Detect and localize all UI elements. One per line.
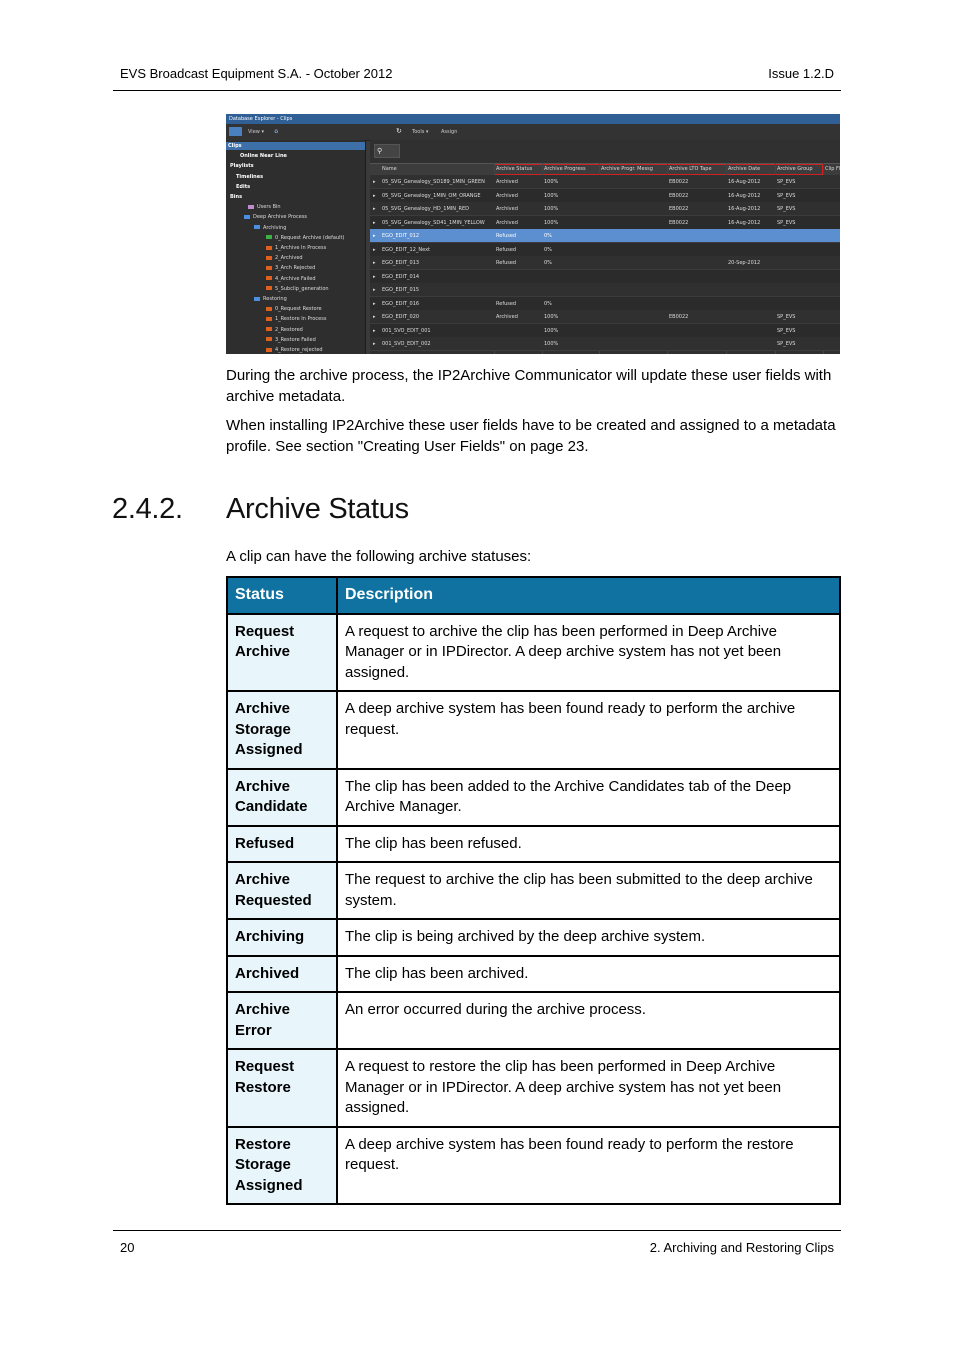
tree-node[interactable] [266,346,323,354]
grid-cell: EB0022 [669,192,689,199]
grid-row[interactable] [370,270,840,284]
tree-node[interactable] [266,285,329,293]
grid-row[interactable] [370,216,840,230]
tree-node[interactable] [266,254,303,262]
tree-node-label: Clips [228,143,242,149]
expand-icon[interactable]: ▸ [373,287,376,293]
folder-icon [266,337,272,341]
tree-node-label: 3_Arch Rejected [275,265,316,272]
grid-row[interactable] [370,189,840,203]
folder-icon [266,307,272,311]
expand-icon[interactable]: ▸ [373,192,376,199]
grid-column-header[interactable]: Name [382,166,397,172]
grid-cell: 20-Sep-2012 [728,260,761,266]
grid-cell: SP_EVS [777,206,796,212]
table-row [227,691,840,769]
grid-row[interactable] [370,243,840,257]
tree-node[interactable] [230,193,242,201]
grid-cell: EB0022 [669,206,689,212]
grid-cell: EGO_EDIT_015 [382,287,420,293]
header-issue: Issue 1.2.D [768,66,834,81]
description-cell: A deep archive system has been found ready to perform the archive request. [337,691,840,769]
expand-icon[interactable]: ▸ [373,341,376,347]
tree-node-label: 5_Subclip_generation [275,285,329,292]
grid-cell: Archived [496,314,518,320]
description-cell: The clip has been refused. [337,826,840,863]
table-row [227,956,840,993]
description-cell: A deep archive system has been found ready to perform the restore request. [337,1127,840,1205]
grid-cell: Archived [496,206,518,212]
clips-grid[interactable] [370,140,840,354]
grid-cell: 0% [544,246,552,253]
database-explorer-screenshot [226,114,840,354]
table-row [227,1127,840,1205]
grid-row[interactable] [370,324,840,338]
grid-cell: 05_SVG_Genealogy_HD_1MIN_RED [382,206,469,212]
tree-node[interactable] [254,295,287,303]
grid-cell: 05_SVG_Genealogy_SD41_1MIN_YELLOW [382,219,485,226]
grid-cell: EGO_EDIT_013 [382,260,420,266]
status-cell: Archive Error [227,992,337,1049]
expand-icon[interactable]: ▸ [373,179,376,185]
tree-node-label: Online Near Line [240,153,287,160]
grid-cell: Archived [496,179,518,185]
grid-row[interactable] [370,283,840,297]
section-title: Archive Status [226,493,409,525]
grid-cell: SP_EVS [777,179,796,185]
description-cell: A request to archive the clip has been performed in Deep Archive Manager or in IPDirector. A deep archive system has not yet been assigned. [337,614,840,692]
folder-icon [266,317,272,321]
grid-cell: 100% [544,219,559,226]
grid-cell: 16-Aug-2012 [728,179,761,185]
folder-icon [266,276,272,280]
folder-icon [244,215,250,219]
grid-cell: EGO_EDIT_12_Next [382,246,431,253]
tree-node[interactable] [266,315,326,323]
tree-node[interactable] [266,264,315,272]
grid-cell: SP_EVS [777,219,796,226]
grid-row[interactable] [370,310,840,324]
table-row [227,992,840,1049]
grid-column-header[interactable]: Archive LTO Tape [669,166,712,172]
grid-cell: 0% [544,233,552,239]
grid-cell: 16-Aug-2012 [728,206,761,212]
tree-node-label: 4_Restore_rejected [275,347,323,353]
grid-cell: Refused [496,233,517,239]
grid-cell: EB0022 [669,314,689,320]
tree-node[interactable] [266,275,316,283]
grid-cell: 100% [544,192,559,199]
tree-node-label: Deep Archive Process [253,214,308,221]
paragraph-archive-process: During the archive process, the IP2Archive Communicator will update these user fields with archive metadata. [226,367,832,405]
description-cell: The clip has been archived. [337,956,840,993]
toolbar [226,124,840,141]
tree-node-label: 0_Request Archive (default) [275,234,345,241]
status-cell: Archiving [227,919,337,956]
tree-node[interactable] [254,224,286,232]
grid-cell: 100% [544,341,559,347]
tree-node[interactable] [266,326,303,334]
grid-cell: SP_EVS [777,314,796,320]
status-cell: Archive Candidate [227,769,337,826]
grid-row[interactable] [370,256,840,270]
tree-node-label: 4_Archive Failed [275,275,316,282]
tree-node-label: Bins [230,194,243,200]
bins-tree[interactable] [226,140,366,354]
tree-node[interactable] [266,244,326,252]
tree-node[interactable] [266,305,322,313]
description-column-header: Description [337,577,840,614]
folder-icon [254,297,260,301]
highlight-box [494,164,823,175]
grid-cell: Archived [496,192,518,199]
folder-icon [266,327,272,331]
grid-cell: 100% [544,206,559,212]
tree-node-label: 1_Archive In Process [275,245,327,251]
view-menu[interactable]: View ▾ [248,129,264,135]
grid-cell: 16-Aug-2012 [728,192,761,199]
window-title: Database Explorer - Clips [229,116,293,122]
description-cell: A request to restore the clip has been performed in Deep Archive Manager or in IPDirector. A deep archive system has not yet been assigned. [337,1049,840,1127]
status-cell: Restore Storage Assigned [227,1127,337,1205]
sync-icon[interactable]: ↻ [396,127,402,135]
grid-cell: 16-Aug-2012 [728,219,761,226]
tree-node[interactable] [240,152,287,160]
folder-icon [266,246,272,250]
expand-icon[interactable]: ▸ [373,260,376,266]
grid-cell: Archived [496,219,518,226]
grid-column-header[interactable]: Archive Group [777,166,813,172]
tree-node[interactable] [266,234,344,242]
archive-status-table [226,576,841,1205]
expand-icon[interactable]: ▸ [373,206,376,212]
page-number: 20 [120,1240,135,1255]
folder-icon [254,225,260,229]
grid-column-header[interactable]: Archive Progr. Messg [601,166,653,172]
section-number: 2.4.2. [112,493,183,525]
grid-cell: 05_SVG_Genealogy_1MIN_OM_ORANGE [382,192,481,199]
status-cell: Request Archive [227,614,337,692]
tree-node-label: 2_Restored [275,326,303,333]
tree-node-label: Timelines [236,173,264,180]
folder-icon [266,348,272,352]
tree-node[interactable] [226,142,365,150]
table-intro: A clip can have the following archive statuses: [226,548,532,565]
grid-cell: Refused [496,260,517,266]
description-cell: An error occurred during the archive process. [337,992,840,1049]
tree-node-label: Edits [236,183,251,190]
grid-cell: EGO_EDIT_020 [382,314,420,320]
grid-row[interactable] [370,297,840,311]
tree-node-label: Playlists [230,163,254,170]
assign-button[interactable]: Assign [441,129,458,135]
tree-node[interactable] [248,203,281,211]
folder-icon [266,235,272,239]
grid-cell: Refused [496,300,517,307]
table-row [227,862,840,919]
status-cell: Archive Requested [227,862,337,919]
expand-icon[interactable]: ▸ [373,219,376,226]
grid-column-header[interactable]: Archive Date [728,166,761,172]
refresh-icon[interactable]: ♻ [274,129,279,135]
tree-node[interactable] [230,162,254,170]
status-cell: Archived [227,956,337,993]
grid-cell: SP_EVS [777,327,796,334]
grid-column-header[interactable]: Archive Progress [544,166,586,172]
tree-node-label: Restoring [263,296,287,302]
status-column-header: Status [227,577,337,614]
grid-row[interactable] [370,337,840,351]
grid-row[interactable] [370,229,840,243]
grid-cell: 100% [544,327,559,334]
page-footer [113,1230,841,1255]
grid-cell: 100% [544,314,559,320]
page-header [113,64,841,91]
table-header-row [227,577,840,614]
paragraph-installing: When installing IP2Archive these user fields have to be created and assigned to a metadata profile. See section "Creating User Fields" on page 23. [226,417,836,455]
expand-icon[interactable]: ▸ [373,246,376,253]
grid-row[interactable] [370,175,840,189]
grid-row[interactable] [370,202,840,216]
grid-view-icon[interactable] [229,127,242,136]
folder-icon [266,286,272,290]
grid-cell: 0% [544,300,552,307]
table-row [227,769,840,826]
description-cell: The request to archive the clip has been submitted to the deep archive system. [337,862,840,919]
description-cell: The clip is being archived by the deep archive system. [337,919,840,956]
grid-cell: EGO_EDIT_016 [382,300,420,307]
tree-node-label: 2_Archived [275,255,303,262]
table-row [227,614,840,692]
grid-cell: EB0022 [669,219,689,226]
tree-node-label: Archiving [263,224,287,231]
grid-cell: 0% [544,260,552,266]
tree-node[interactable] [236,173,263,181]
tree-node-label: 1_Restore In Process [275,316,327,323]
header-publisher: EVS Broadcast Equipment S.A. - October 2012 [120,66,393,81]
grid-cell: Refused [496,246,517,253]
description-cell: The clip has been added to the Archive Candidates tab of the Deep Archive Manager. [337,769,840,826]
tree-node-label: 3_Restore Failed [275,336,316,343]
expand-icon[interactable]: ▸ [373,300,376,307]
status-cell: Archive Storage Assigned [227,691,337,769]
folder-icon [266,266,272,270]
folder-icon [248,205,254,209]
tools-menu[interactable]: Tools ▾ [412,129,429,135]
tree-node-label: 0_Request Restore [275,306,322,313]
chapter-title: 2. Archiving and Restoring Clips [649,1240,834,1255]
tree-node[interactable] [236,183,250,191]
grid-cell: EB0022 [669,179,689,185]
folder-icon [266,256,272,260]
status-cell: Request Restore [227,1049,337,1127]
grid-cell: 001_SVO_EDIT_002 [382,341,431,347]
expand-icon[interactable]: ▸ [373,233,376,239]
grid-cell: EGO_EDIT_012 [382,233,420,239]
tree-node-label: Users Bin [257,204,281,211]
grid-cell: 05_SVG_Genealogy_SD189_1MIN_GREEN [382,179,485,185]
table-row [227,826,840,863]
grid-column-header[interactable]: Clip Fl [825,166,840,172]
search-icon[interactable]: ⚲ [374,144,400,158]
grid-cell: SP_EVS [777,341,796,347]
grid-cell: EGO_EDIT_014 [382,273,420,280]
expand-icon[interactable]: ▸ [373,327,376,334]
table-row [227,1049,840,1127]
grid-cell: 100% [544,179,559,185]
tree-node[interactable] [266,336,316,344]
grid-cell: SP_EVS [777,192,796,199]
tree-node[interactable] [244,213,307,221]
expand-icon[interactable]: ▸ [373,273,376,280]
table-row [227,919,840,956]
grid-column-header[interactable]: Archive Status [496,166,533,172]
status-cell: Refused [227,826,337,863]
expand-icon[interactable]: ▸ [373,314,376,320]
window-titlebar [226,114,840,124]
grid-cell: 001_SVO_EDIT_001 [382,327,431,334]
